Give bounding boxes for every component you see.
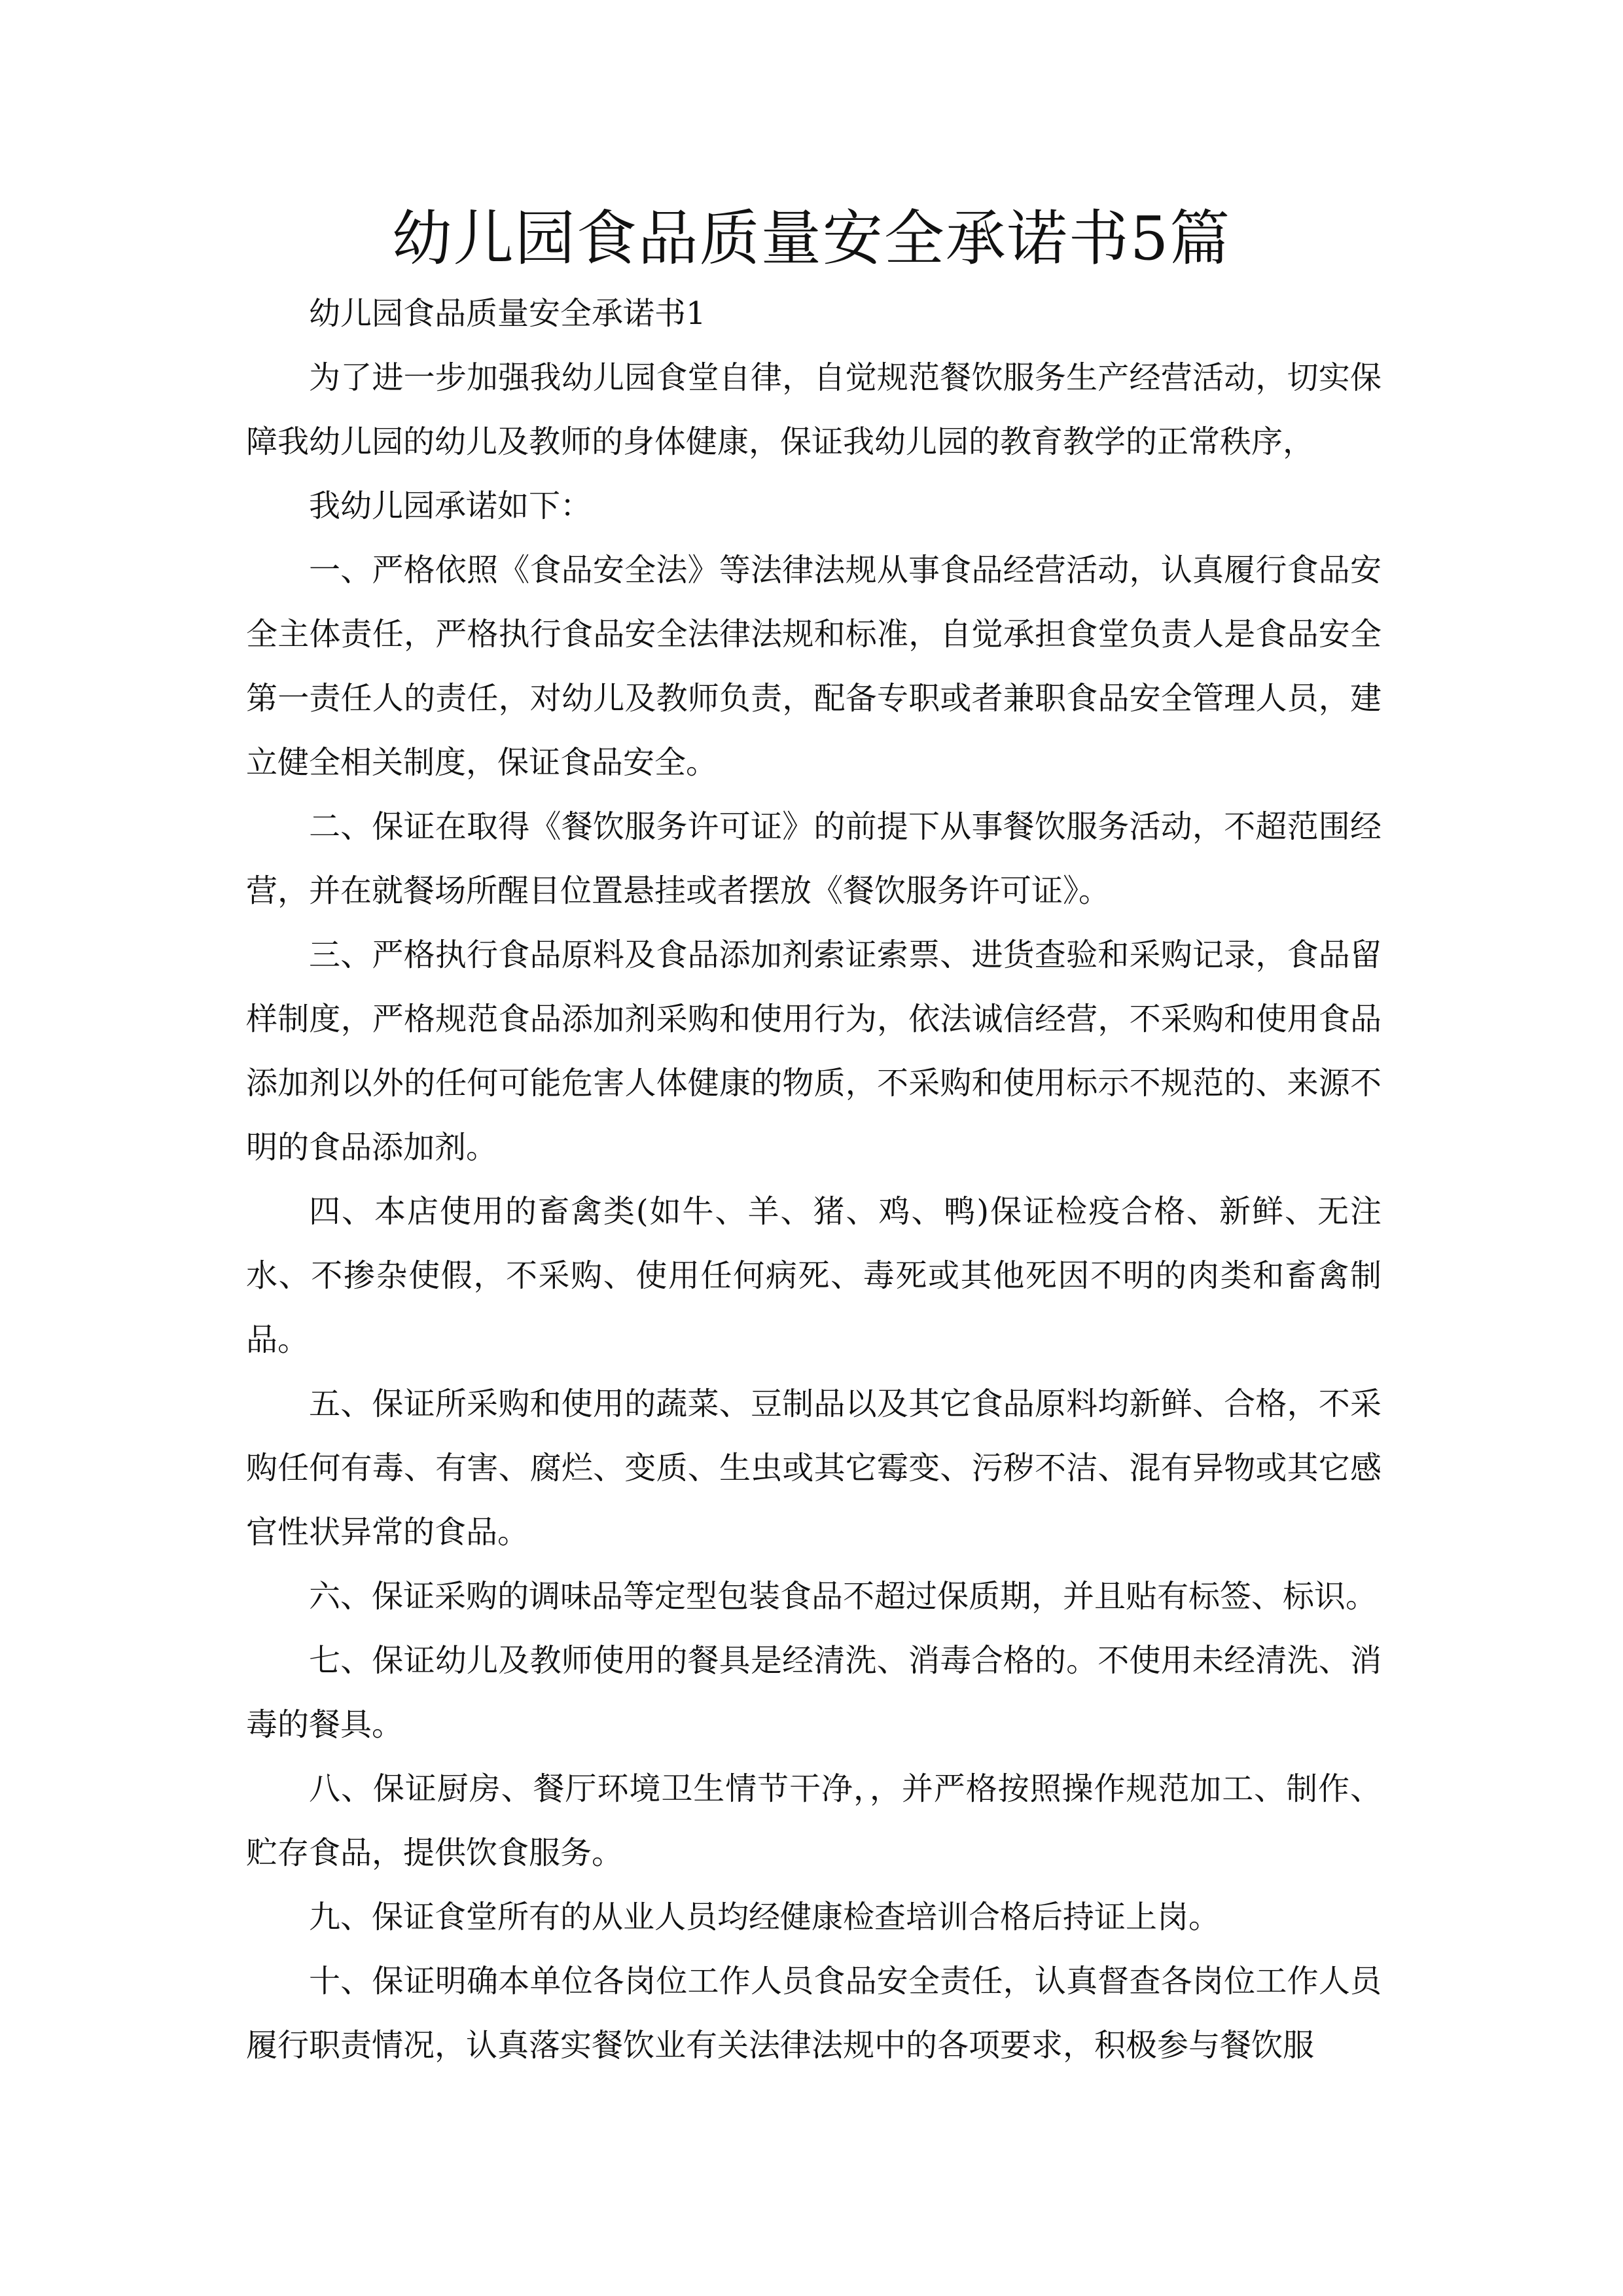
paragraph: 为了进一步加强我幼儿园食堂自律，自觉规范餐饮服务生产经营活动，切实保障我幼儿园的幼儿及教师的身体健康，保证我幼儿园的教育教学的正常秩序， [246, 359, 1382, 460]
paragraph: 七、保证幼儿及教师使用的餐具是经清洗、消毒合格的。不使用未经清洗、消毒的餐具。 [246, 1642, 1382, 1743]
document-body [246, 281, 1382, 2077]
paragraph: 六、保证采购的调味品等定型包装食品不超过保质期，并且贴有标签、标识。 [309, 1578, 1378, 1615]
paragraph: 我幼儿园承诺如下： [309, 488, 592, 524]
section-subtitle: 幼儿园食品质量安全承诺书1 [309, 295, 706, 332]
paragraph: 一、严格依照《食品安全法》等法律法规从事食品经营活动，认真履行食品安全主体责任，严格执行食品安全法律法规和标准，自觉承担食堂负责人是食品安全第一责任人的责任，对幼儿及教师负责，配备专职或者兼职食品安全管理人员，建立健全相关制度，保证食品安全。 [246, 552, 1382, 781]
paragraph: 八、保证厨房、餐厅环境卫生情节干净，，并严格按照操作规范加工、制作、贮存食品，提供饮食服务。 [246, 1770, 1382, 1871]
paragraph: 三、严格执行食品原料及食品添加剂索证索票、进货查验和采购记录，食品留样制度，严格规范食品添加剂采购和使用行为，依法诚信经营，不采购和使用食品添加剂以外的任何可能危害人体健康的物质，不采购和使用标示不规范的、来源不明的食品添加剂。 [246, 937, 1382, 1166]
paragraph: 二、保证在取得《餐饮服务许可证》的前提下从事餐饮服务活动，不超范围经营，并在就餐场所醒目位置悬挂或者摆放《餐饮服务许可证》。 [246, 808, 1382, 909]
document-title: 幼儿园食品质量安全承诺书5篇 [391, 204, 1232, 274]
paragraph: 十、保证明确本单位各岗位工作人员食品安全责任，认真督查各岗位工作人员履行职责情况，认真落实餐饮业有关法律法规中的各项要求，积极参与餐饮服 [246, 1963, 1382, 2064]
paragraph: 九、保证食堂所有的从业人员均经健康检查培训合格后持证上岗。 [309, 1899, 1221, 1935]
paragraph: 四、本店使用的畜禽类(如牛、羊、猪、鸡、鸭)保证检疫合格、新鲜、无注水、不掺杂使假，不采购、使用任何病死、毒死或其他死因不明的肉类和畜禽制品。 [246, 1193, 1382, 1358]
paragraph: 五、保证所采购和使用的蔬菜、豆制品以及其它食品原料均新鲜、合格，不采购任何有毒、有害、腐烂、变质、生虫或其它霉变、污秽不洁、混有异物或其它感官性状异常的食品。 [246, 1386, 1382, 1551]
